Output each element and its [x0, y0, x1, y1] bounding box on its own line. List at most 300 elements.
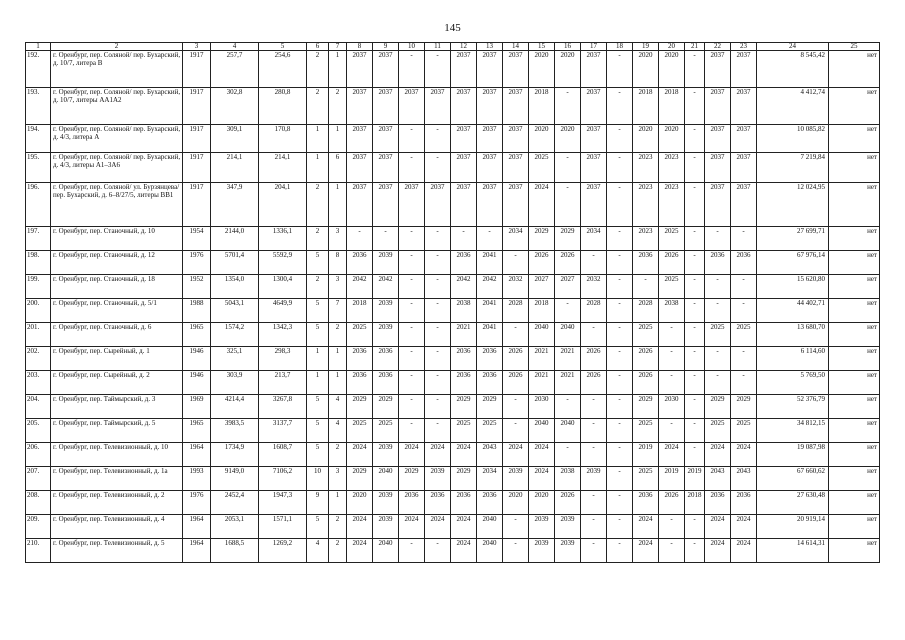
cost-cell: 14 614,31 [757, 539, 829, 563]
value-cell: 254,6 [259, 51, 307, 88]
value-cell: 1 [307, 347, 329, 371]
value-cell: 2 [329, 323, 347, 347]
value-cell: - [581, 419, 607, 443]
value-cell: 1 [329, 347, 347, 371]
value-cell: 2020 [503, 491, 529, 515]
table-row [26, 419, 880, 443]
cost-cell: 13 680,70 [757, 323, 829, 347]
flag-cell: нет [829, 467, 880, 491]
column-header: 1 [26, 43, 51, 51]
value-cell: 2037 [705, 88, 731, 125]
value-cell: 2024 [705, 515, 731, 539]
table-row [26, 125, 880, 153]
value-cell: 7 [329, 299, 347, 323]
value-cell: 2024 [399, 515, 425, 539]
value-cell: - [705, 371, 731, 395]
value-cell: 5701,4 [211, 251, 259, 275]
value-cell: 2026 [503, 347, 529, 371]
value-cell: 2037 [399, 88, 425, 125]
row-number: 198. [26, 251, 51, 275]
value-cell: 2024 [731, 539, 757, 563]
value-cell: 1300,4 [259, 275, 307, 299]
value-cell: 2030 [529, 395, 555, 419]
value-cell: 2019 [633, 443, 659, 467]
value-cell: 2037 [581, 88, 607, 125]
column-header: 9 [373, 43, 399, 51]
address-cell: г. Оренбург, пер. Станочный, д. 6 [51, 323, 183, 347]
address-cell: г. Оренбург, пер. Соляной/ пер. Бухарский, д. 4/3, литеры А1–3А6 [51, 153, 183, 183]
value-cell: 2 [307, 183, 329, 227]
value-cell: 2039 [373, 515, 399, 539]
value-cell: - [399, 395, 425, 419]
value-cell: 5 [307, 515, 329, 539]
value-cell: 2037 [477, 125, 503, 153]
value-cell: - [581, 539, 607, 563]
address-cell: г. Оренбург, пер. Станочный, д. 10 [51, 227, 183, 251]
value-cell: 2024 [347, 539, 373, 563]
value-cell: 2039 [373, 443, 399, 467]
address-cell: г. Оренбург, пер. Соляной/ пер. Бухарский, д. 10/7, литера В [51, 51, 183, 88]
value-cell: 2037 [705, 183, 731, 227]
value-cell: 1917 [183, 125, 211, 153]
value-cell: - [451, 227, 477, 251]
value-cell: 2029 [373, 395, 399, 419]
value-cell: 2452,4 [211, 491, 259, 515]
value-cell: - [347, 227, 373, 251]
value-cell: 309,1 [211, 125, 259, 153]
value-cell: 2036 [451, 251, 477, 275]
value-cell: 2027 [529, 275, 555, 299]
value-cell: 2029 [451, 395, 477, 419]
value-cell: 2037 [451, 51, 477, 88]
value-cell: 204,1 [259, 183, 307, 227]
table-row [26, 275, 880, 299]
value-cell: 5592,9 [259, 251, 307, 275]
value-cell: 2023 [659, 153, 685, 183]
column-header: 15 [529, 43, 555, 51]
value-cell: - [607, 88, 633, 125]
flag-cell: нет [829, 275, 880, 299]
value-cell: 1917 [183, 153, 211, 183]
flag-cell: нет [829, 539, 880, 563]
value-cell: - [685, 227, 705, 251]
cost-cell: 27 699,71 [757, 227, 829, 251]
column-header: 13 [477, 43, 503, 51]
value-cell: 2037 [451, 88, 477, 125]
cost-cell: 12 024,95 [757, 183, 829, 227]
value-cell: 2042 [347, 275, 373, 299]
value-cell: 170,8 [259, 125, 307, 153]
address-cell: г. Оренбург, пер. Станочный, д. 12 [51, 251, 183, 275]
cost-cell: 6 114,60 [757, 347, 829, 371]
value-cell: 2036 [633, 491, 659, 515]
value-cell: 1354,0 [211, 275, 259, 299]
value-cell: - [555, 395, 581, 419]
table-row [26, 347, 880, 371]
value-cell: 2040 [529, 419, 555, 443]
value-cell: - [607, 539, 633, 563]
value-cell: 2024 [425, 443, 451, 467]
value-cell: 1993 [183, 467, 211, 491]
row-number: 210. [26, 539, 51, 563]
value-cell: - [685, 51, 705, 88]
value-cell: 1988 [183, 299, 211, 323]
value-cell: 2039 [529, 539, 555, 563]
value-cell: 302,8 [211, 88, 259, 125]
column-header: 23 [731, 43, 757, 51]
value-cell: - [503, 419, 529, 443]
value-cell: 2018 [347, 299, 373, 323]
value-cell: 2037 [373, 125, 399, 153]
value-cell: 2026 [659, 251, 685, 275]
flag-cell: нет [829, 371, 880, 395]
value-cell: 2020 [633, 125, 659, 153]
value-cell: - [503, 251, 529, 275]
value-cell: - [503, 395, 529, 419]
value-cell: - [607, 419, 633, 443]
value-cell: 2026 [581, 347, 607, 371]
value-cell: - [399, 275, 425, 299]
address-cell: г. Оренбург, пер. Станочный, д. 18 [51, 275, 183, 299]
value-cell: - [425, 275, 451, 299]
flag-cell: нет [829, 419, 880, 443]
value-cell: 280,8 [259, 88, 307, 125]
value-cell: 2025 [705, 419, 731, 443]
value-cell: 2036 [451, 347, 477, 371]
value-cell: - [399, 299, 425, 323]
value-cell: 3 [329, 467, 347, 491]
value-cell: 2032 [581, 275, 607, 299]
value-cell: 2041 [477, 299, 503, 323]
value-cell: - [685, 395, 705, 419]
value-cell: 2029 [399, 467, 425, 491]
value-cell: 325,1 [211, 347, 259, 371]
value-cell: - [503, 539, 529, 563]
value-cell: - [731, 227, 757, 251]
column-header: 20 [659, 43, 685, 51]
value-cell: - [607, 51, 633, 88]
value-cell: 2024 [425, 515, 451, 539]
value-cell: 2037 [581, 125, 607, 153]
value-cell: 2026 [633, 371, 659, 395]
value-cell: 2026 [503, 371, 529, 395]
row-number: 206. [26, 443, 51, 467]
flag-cell: нет [829, 51, 880, 88]
value-cell: 4 [307, 539, 329, 563]
value-cell: 2023 [659, 183, 685, 227]
value-cell: 2024 [529, 183, 555, 227]
value-cell: 2039 [425, 467, 451, 491]
value-cell: 1 [307, 371, 329, 395]
value-cell: 2040 [373, 539, 399, 563]
value-cell: - [425, 347, 451, 371]
value-cell: 3267,8 [259, 395, 307, 419]
value-cell: 2041 [477, 323, 503, 347]
value-cell: 2024 [633, 539, 659, 563]
flag-cell: нет [829, 323, 880, 347]
value-cell: - [581, 323, 607, 347]
value-cell: 2037 [347, 153, 373, 183]
value-cell: 2037 [581, 153, 607, 183]
value-cell: 303,9 [211, 371, 259, 395]
value-cell: 2036 [451, 491, 477, 515]
value-cell: 2 [329, 515, 347, 539]
value-cell: - [607, 467, 633, 491]
value-cell: 2040 [373, 467, 399, 491]
value-cell: - [685, 88, 705, 125]
cost-cell: 67 976,14 [757, 251, 829, 275]
address-cell: г. Оренбург, пер. Телевизионный, д. 10 [51, 443, 183, 467]
value-cell: 6 [329, 153, 347, 183]
value-cell: 2037 [581, 183, 607, 227]
value-cell: 5 [307, 323, 329, 347]
value-cell: 2024 [503, 443, 529, 467]
address-cell: г. Оренбург, пер. Станочный, д. 5/1 [51, 299, 183, 323]
value-cell: 2034 [477, 467, 503, 491]
value-cell: 2024 [529, 443, 555, 467]
value-cell: 1608,7 [259, 443, 307, 467]
row-number: 196. [26, 183, 51, 227]
value-cell: - [503, 323, 529, 347]
value-cell: 2 [307, 51, 329, 88]
value-cell: 2036 [731, 251, 757, 275]
value-cell: - [373, 227, 399, 251]
flag-cell: нет [829, 88, 880, 125]
table-row [26, 88, 880, 125]
value-cell: 2020 [347, 491, 373, 515]
value-cell: - [477, 227, 503, 251]
value-cell: - [607, 347, 633, 371]
cost-cell: 15 620,80 [757, 275, 829, 299]
column-header: 4 [211, 43, 259, 51]
value-cell: - [399, 227, 425, 251]
value-cell: 2029 [555, 227, 581, 251]
value-cell: 1 [329, 183, 347, 227]
column-header: 10 [399, 43, 425, 51]
value-cell: - [555, 88, 581, 125]
value-cell: 4 [329, 395, 347, 419]
column-header: 6 [307, 43, 329, 51]
value-cell: - [685, 443, 705, 467]
cost-cell: 44 402,71 [757, 299, 829, 323]
value-cell: 1574,2 [211, 323, 259, 347]
cost-cell: 52 376,79 [757, 395, 829, 419]
value-cell: - [399, 539, 425, 563]
row-number: 199. [26, 275, 51, 299]
column-header: 11 [425, 43, 451, 51]
value-cell: - [685, 299, 705, 323]
row-number: 193. [26, 88, 51, 125]
value-cell: 2023 [633, 153, 659, 183]
value-cell: 2030 [659, 395, 685, 419]
value-cell: 2037 [347, 88, 373, 125]
value-cell: 2029 [347, 467, 373, 491]
value-cell: 2037 [503, 88, 529, 125]
value-cell: 2037 [477, 183, 503, 227]
value-cell: 2024 [347, 443, 373, 467]
flag-cell: нет [829, 515, 880, 539]
value-cell: 1965 [183, 323, 211, 347]
column-header: 25 [829, 43, 880, 51]
value-cell: 2036 [373, 371, 399, 395]
value-cell: 2037 [731, 88, 757, 125]
value-cell: - [399, 323, 425, 347]
value-cell: 5 [307, 443, 329, 467]
value-cell: 2020 [659, 51, 685, 88]
value-cell: - [399, 125, 425, 153]
cost-cell: 20 919,14 [757, 515, 829, 539]
value-cell: 2043 [731, 467, 757, 491]
value-cell: - [607, 443, 633, 467]
value-cell: 214,1 [259, 153, 307, 183]
value-cell: 2025 [731, 419, 757, 443]
value-cell: 3137,7 [259, 419, 307, 443]
value-cell: 2024 [399, 443, 425, 467]
value-cell: 2020 [633, 51, 659, 88]
value-cell: 2021 [555, 347, 581, 371]
value-cell: - [425, 395, 451, 419]
value-cell: 2024 [731, 443, 757, 467]
cost-cell: 5 769,50 [757, 371, 829, 395]
value-cell: 2042 [373, 275, 399, 299]
value-cell: 1917 [183, 88, 211, 125]
value-cell: 2028 [503, 299, 529, 323]
row-number: 201. [26, 323, 51, 347]
value-cell: 10 [307, 467, 329, 491]
value-cell: - [425, 251, 451, 275]
value-cell: 347,9 [211, 183, 259, 227]
address-cell: г. Оренбург, пер. Сырейный, д. 1 [51, 347, 183, 371]
value-cell: 2028 [633, 299, 659, 323]
value-cell: 1 [329, 51, 347, 88]
value-cell: 2029 [477, 395, 503, 419]
value-cell: - [705, 275, 731, 299]
value-cell: 2018 [685, 491, 705, 515]
value-cell: 2019 [685, 467, 705, 491]
value-cell: 1571,1 [259, 515, 307, 539]
value-cell: - [731, 371, 757, 395]
value-cell: 2037 [503, 125, 529, 153]
value-cell: 1954 [183, 227, 211, 251]
value-cell: 2025 [451, 419, 477, 443]
value-cell: - [607, 275, 633, 299]
value-cell: - [399, 251, 425, 275]
value-cell: - [607, 515, 633, 539]
value-cell: - [685, 347, 705, 371]
value-cell: 2039 [373, 299, 399, 323]
value-cell: 2036 [347, 347, 373, 371]
value-cell: - [607, 153, 633, 183]
value-cell: - [399, 51, 425, 88]
table-row [26, 539, 880, 563]
table-row [26, 51, 880, 88]
address-cell: г. Оренбург, пер. Соляной/ ул. Бурзянцева/ пер. Бухарский, д. 6–8/27/5, литеры ВВ1 [51, 183, 183, 227]
table-row [26, 183, 880, 227]
value-cell: 2026 [555, 491, 581, 515]
value-cell: 1342,3 [259, 323, 307, 347]
value-cell: 2043 [705, 467, 731, 491]
table-row [26, 395, 880, 419]
address-cell: г. Оренбург, пер. Таймырский, д. 3 [51, 395, 183, 419]
value-cell: - [607, 371, 633, 395]
value-cell: 2024 [731, 515, 757, 539]
value-cell: - [555, 153, 581, 183]
table-row [26, 153, 880, 183]
value-cell: 1917 [183, 183, 211, 227]
flag-cell: нет [829, 153, 880, 183]
value-cell: - [399, 153, 425, 183]
value-cell: 2036 [731, 491, 757, 515]
value-cell: 2040 [477, 539, 503, 563]
value-cell: 2039 [373, 251, 399, 275]
cost-cell: 4 412,74 [757, 88, 829, 125]
value-cell: 2037 [373, 153, 399, 183]
value-cell: 2036 [477, 371, 503, 395]
value-cell: 2036 [477, 491, 503, 515]
value-cell: 2018 [529, 299, 555, 323]
value-cell: 214,1 [211, 153, 259, 183]
value-cell: 2040 [555, 419, 581, 443]
value-cell: 1964 [183, 539, 211, 563]
value-cell: 2026 [633, 347, 659, 371]
value-cell: 2023 [633, 183, 659, 227]
value-cell: 2029 [633, 395, 659, 419]
value-cell: 4649,9 [259, 299, 307, 323]
value-cell: 2020 [529, 125, 555, 153]
value-cell: 2020 [659, 125, 685, 153]
value-cell: 2037 [581, 51, 607, 88]
value-cell: 1 [307, 153, 329, 183]
row-number: 200. [26, 299, 51, 323]
table-row [26, 323, 880, 347]
column-header: 22 [705, 43, 731, 51]
column-header: 17 [581, 43, 607, 51]
value-cell: 2024 [347, 515, 373, 539]
flag-cell: нет [829, 183, 880, 227]
value-cell: 2037 [503, 183, 529, 227]
value-cell: - [425, 125, 451, 153]
value-cell: 2034 [581, 227, 607, 251]
value-cell: 2037 [731, 125, 757, 153]
value-cell: 2025 [347, 323, 373, 347]
value-cell: - [659, 419, 685, 443]
value-cell: - [581, 443, 607, 467]
value-cell: 2 [307, 88, 329, 125]
value-cell: 2039 [503, 467, 529, 491]
flag-cell: нет [829, 227, 880, 251]
value-cell: 2037 [373, 51, 399, 88]
column-header: 7 [329, 43, 347, 51]
table-row [26, 443, 880, 467]
value-cell: 2036 [347, 251, 373, 275]
value-cell: - [555, 299, 581, 323]
address-cell: г. Оренбург, пер. Телевизионный, д. 2 [51, 491, 183, 515]
value-cell: 1969 [183, 395, 211, 419]
address-cell: г. Оренбург, пер. Телевизионный, д. 5 [51, 539, 183, 563]
value-cell: - [705, 347, 731, 371]
column-header: 8 [347, 43, 373, 51]
value-cell: 1336,1 [259, 227, 307, 251]
address-cell: г. Оренбург, пер. Сырейный, д. 2 [51, 371, 183, 395]
value-cell: 2024 [451, 515, 477, 539]
cost-cell: 27 630,48 [757, 491, 829, 515]
value-cell: 2024 [451, 539, 477, 563]
value-cell: 2029 [347, 395, 373, 419]
value-cell: 2025 [705, 323, 731, 347]
value-cell: 2041 [477, 251, 503, 275]
column-header: 19 [633, 43, 659, 51]
table-row [26, 467, 880, 491]
